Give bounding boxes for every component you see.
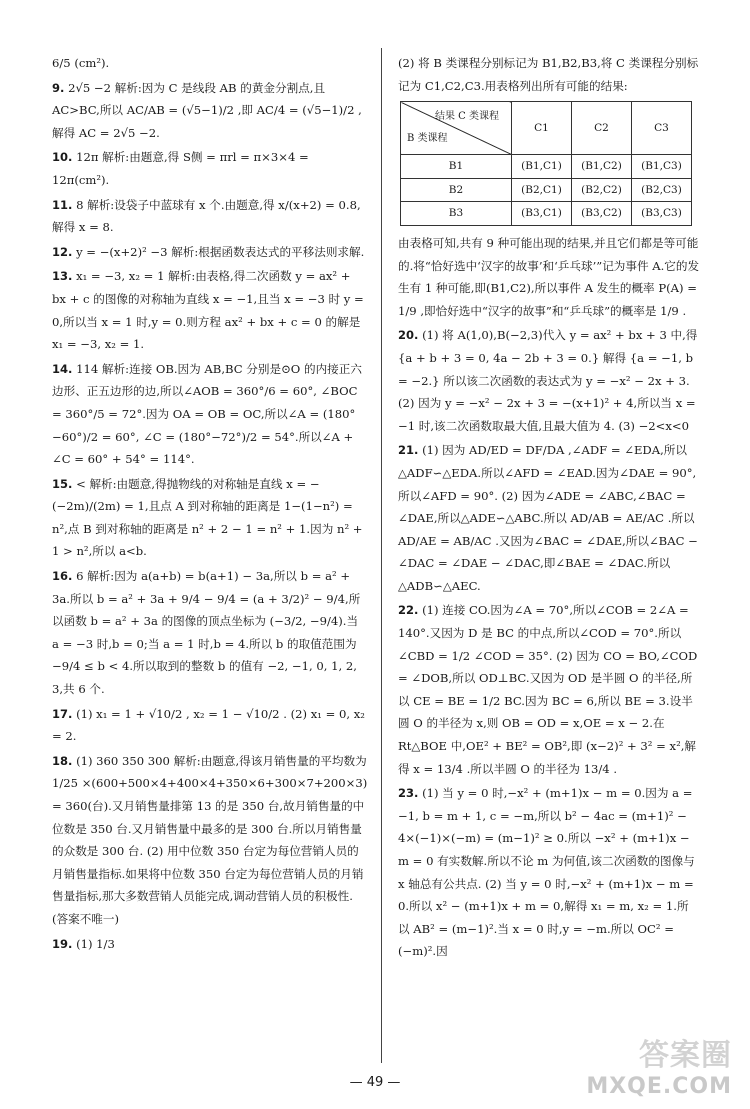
answer-number: 19. — [52, 936, 73, 951]
answer-text: (1) 将 A(1,0),B(−2,3)代入 y = ax² + bx + 3 中,得 {a + b + 3 = 0, 4a − 2b + 3 = 0.} 解得 {a = −1, b = −2.} 所以该二次函数的表达式为 y = −x² − 2x + 3. (2) 因为 y = −x² − 2x + 3 = −(x+1)² + 4,所以当 x = −1 时,该二次函数取最大值,且最大值为 4. (3) −2<x<0 — [398, 328, 698, 433]
answer-19-part2 — [398, 52, 700, 97]
watermark-logo — [586, 1030, 732, 1099]
answer-19 — [52, 933, 368, 956]
table-row — [401, 155, 692, 179]
answer-text: 6 解析:因为 a(a+b) = b(a+1) − 3a,所以 b = a² + 3a.所以 b = a² + 3a + 9/4 − 9/4 = (a + 3/2)² − 9/4,所以函数 b = a² + 3a 的图像的顶点坐标为 (−3/2, −9/4).当 a = −3 时,b = 0;当 a = 1 时,b = 4.所以 b 的取值范围为 −9/4 ≤ b < 4.所以取到的整数 b 的值有 −2, −1, 0, 1, 2, 3,共 6 个. — [52, 569, 361, 697]
answer-text: (1) 连接 CO.因为∠A = 70°,所以∠COB = 2∠A = 140°.又因为 D 是 BC 的中点,所以∠COD = 70°.所以∠CBD = 1/2 ∠COD = 35°. (2) 因为 CO = BO,∠COD = ∠DOB,所以 OD⊥BC.又因为 OD 是半圆 O 的半径,所以 CE = BE = 1/2 BC.因为 BC = 6,所以 BE = 3.设半圆 O 的半径为 x,则 OB = OD = x,OE = x − 2.在 Rt△BOE 中,OE² + BE² = OB²,即 (x−2)² + 3² = x²,解得 x = 13/4 .所以半圆 O 的半径为 13/4 . — [398, 603, 698, 776]
answer-12 — [52, 241, 368, 264]
watermark-line2: MXQE.COM — [586, 1074, 732, 1099]
table-header-row — [401, 102, 692, 155]
table-cell: (B2,C3) — [632, 178, 692, 202]
answer-8-tail — [52, 52, 368, 75]
corner-bottom-label: B 类课程 — [407, 132, 448, 144]
answer-19-conclusion — [398, 232, 700, 322]
answer-text: (1) x₁ = 1 + √10/2 , x₂ = 1 − √10/2 . (2) x₁ = 0, x₂ = 2. — [52, 706, 365, 744]
table-cell: (B1,C2) — [572, 155, 632, 179]
row-label: B3 — [401, 202, 512, 226]
table-cell: (B2,C1) — [512, 178, 572, 202]
table-cell: (B1,C3) — [632, 155, 692, 179]
answer-22 — [398, 599, 700, 780]
answer-10 — [52, 146, 368, 191]
answer-number: 10. — [52, 150, 73, 165]
answer-number: 18. — [52, 753, 73, 768]
answer-16 — [52, 565, 368, 701]
table-cell: (B1,C1) — [512, 155, 572, 179]
answer-text: < 解析:由题意,得抛物线的对称轴是直线 x = −(−2m)/(2m) = 1,且点 A 到对称轴的距离是 1−(1−n²) = n²,点 B 到对称轴的距离是 n² + 2 − 1 = n² + 1.因为 n² + 1 > n²,所以 a<b. — [52, 476, 363, 559]
row-label: B1 — [401, 155, 512, 179]
answer-11 — [52, 194, 368, 239]
answer-17 — [52, 703, 368, 748]
answer-text: 6/5 (cm²). — [52, 56, 110, 70]
outcomes-table — [400, 101, 692, 226]
answer-text: 12π 解析:由题意,得 S侧 = πrl = π×3×4 = 12π(cm²). — [52, 150, 309, 187]
answer-text: (1) 360 350 300 解析:由题意,得该月销售量的平均数为 1/25 ×(600+500×4+400×4+350×6+300×7+200×3) = 360(台).又月销售量排第 13 的是 350 台,故月销售量的中位数是 350 台.又月销售量中最多的是 300 台.所以月销售量的众数是 300 台. (2) 用中位数 350 台定为每位营销人员的月销售量指标.如果将中位数 350 台定为每位营销人员的月销售量指标,那大多数营销人员能完成,调动营销人员的积极性.(答案不唯一) — [52, 753, 368, 926]
table-row — [401, 202, 692, 226]
table-row — [401, 178, 692, 202]
answer-text: (1) 1/3 — [76, 936, 115, 951]
answer-13 — [52, 265, 368, 355]
answer-number: 20. — [398, 328, 419, 343]
page-number: — 49 — — [349, 1075, 401, 1090]
answer-text: y = −(x+2)² −3 解析:根据函数表达式的平移法则求解. — [76, 244, 365, 259]
answer-number: 13. — [52, 269, 73, 284]
answer-number: 16. — [52, 569, 73, 584]
left-column — [52, 52, 368, 957]
answer-23 — [398, 782, 700, 963]
answer-15 — [52, 473, 368, 563]
answer-9 — [52, 77, 368, 145]
answer-text: (1) 当 y = 0 时,−x² + (m+1)x − m = 0.因为 a = −1, b = m + 1, c = −m,所以 b² − 4ac = (m+1)² − 4×(−1)×(−m) = (m−1)² ≥ 0.所以 −x² + (m+1)x − m = 0 有实数解.所以不论 m 为何值,该二次函数的图像与 x 轴总有公共点. (2) 当 y = 0 时,−x² + (m+1)x − m = 0.所以 x² − (m+1)x + m = 0,解得 x₁ = m, x₂ = 1.所以 AB² = (m−1)².当 x = 0 时,y = −m.所以 OC² = (−m)².因 — [398, 786, 695, 959]
answer-text: 由表格可知,共有 9 种可能出现的结果,并且它们都是等可能的.将“恰好选中‘汉字的故事’和‘乒乓球’”记为事件 A.它的发生有 1 种可能,即(B1,C2),所以事件 A 发生的概率 P(A) = 1/9 ,即恰好选中“汉字的故事”和“乒乓球”的概率是 1/9 . — [398, 235, 700, 318]
answer-number: 14. — [52, 361, 73, 376]
col-header: C3 — [632, 102, 692, 155]
answer-number: 9. — [52, 80, 65, 95]
answer-18 — [52, 750, 368, 931]
table-cell: (B3,C1) — [512, 202, 572, 226]
answer-number: 15. — [52, 476, 73, 491]
answer-text: x₁ = −3, x₂ = 1 解析:由表格,得二次函数 y = ax² + bx + c 的图像的对称轴为直线 x = −1,且当 x = −3 时 y = 0,所以当 x = 1 时,y = 0.则方程 ax² + bx + c = 0 的解是 x₁ = −3, x₂ = 1. — [52, 269, 364, 352]
answer-text: 8 解析:设袋子中蓝球有 x 个.由题意,得 x/(x+2) = 0.8,解得 x = 8. — [52, 197, 361, 235]
col-header: C1 — [512, 102, 572, 155]
column-divider — [381, 48, 382, 1063]
watermark-line1: 答案圈 — [639, 1038, 732, 1073]
answer-number: 23. — [398, 786, 419, 801]
answer-text: 2√5 −2 解析:因为 C 是线段 AB 的黄金分割点,且 AC>BC,所以 AC/AB = (√5−1)/2 ,即 AC/4 = (√5−1)/2 ,解得 AC = 2√5 −2. — [52, 80, 362, 140]
right-column — [398, 52, 700, 965]
table-cell: (B3,C2) — [572, 202, 632, 226]
answer-number: 11. — [52, 197, 73, 212]
table-cell: (B2,C2) — [572, 178, 632, 202]
row-label: B2 — [401, 178, 512, 202]
answer-14 — [52, 358, 368, 471]
table-corner-cell — [401, 102, 512, 155]
corner-top-label: 结果 C 类课程 — [434, 111, 499, 123]
answer-number: 21. — [398, 443, 419, 458]
answer-number: 22. — [398, 603, 419, 618]
col-header: C2 — [572, 102, 632, 155]
answer-20 — [398, 324, 700, 437]
answer-number: 12. — [52, 244, 73, 259]
answer-text: (1) 因为 AD/ED = DF/DA ,∠ADF = ∠EDA,所以△ADF∽△EDA.所以∠AFD = ∠EAD.因为∠DAE = 90°,所以∠AFD = 90°. (2) 因为∠ADE = ∠ABC,∠BAC = ∠DAE,所以△ADE∽△ABC.所以 AD/AB = AE/AC .所以 AD/AE = AB/AC .又因为∠BAC = ∠DAE,所以∠BAC − ∠DAC = ∠DAE − ∠DAC,即∠BAE = ∠DAC.所以△ADB∽△AEC. — [398, 443, 698, 593]
answer-number: 17. — [52, 706, 73, 721]
answer-text: (2) 将 B 类课程分别标记为 B1,B2,B3,将 C 类课程分别标记为 C1,C2,C3.用表格列出所有可能的结果: — [398, 56, 699, 93]
answer-text: 114 解析:连接 OB.因为 AB,BC 分别是⊙O 的内接正六边形、正五边形的边,所以∠AOB = 360°/6 = 60°, ∠BOC = 360°/5 = 72°.因为 OA = OB = OC,所以∠A = (180°−60°)/2 = 60°, ∠C = (180°−72°)/2 = 54°.所以∠A + ∠C = 60° + 54° = 114°. — [52, 361, 362, 467]
table-cell: (B3,C3) — [632, 202, 692, 226]
answer-21 — [398, 439, 700, 597]
